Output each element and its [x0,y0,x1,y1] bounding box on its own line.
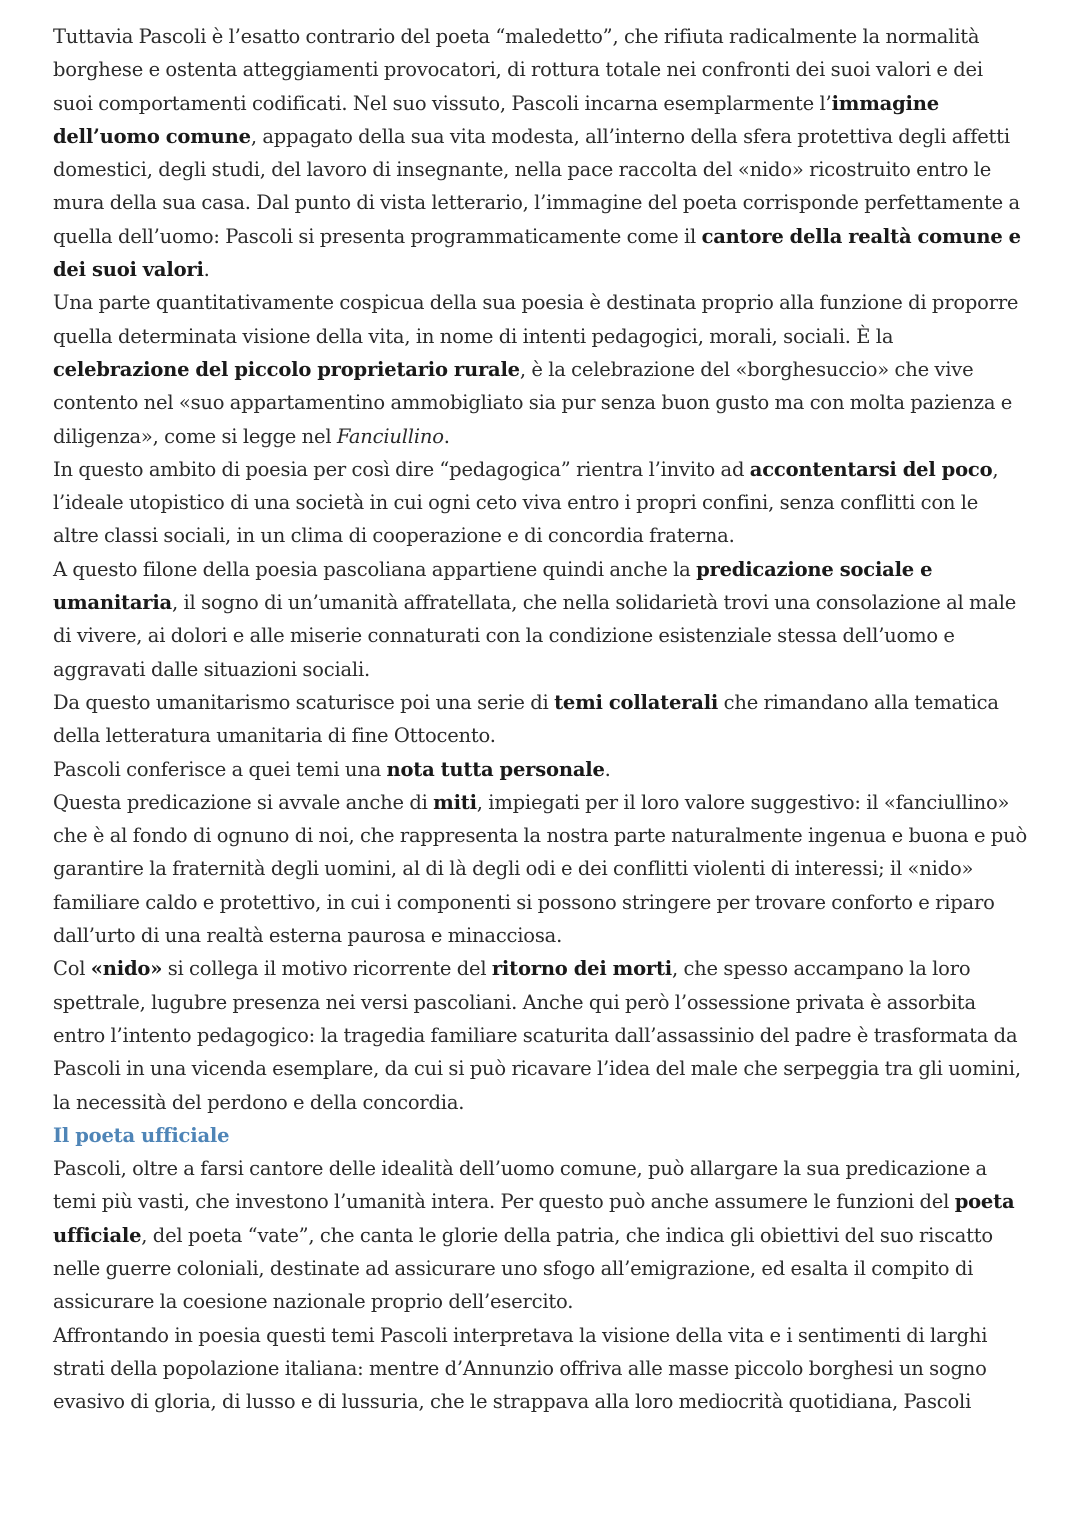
text-run: , impiegati per il loro valore suggestivo: il «fanciullino» che è al fondo di ognuno di noi, che rappresenta la nostra parte naturalmente ingenua e buona e può garantire la fraternità degli uomini, al di là degli odi e dei conflitti violenti di interessi; il «nido» familiare caldo e protettivo, in cui i componenti si possono stringere per trovare conforto e riparo dall’urto di una realtà esterna paurosa e minacciosa. [53,790,1027,948]
bold-text: «nido» [90,957,163,981]
text-run: Da questo umanitarismo scaturisce poi una serie di [53,690,555,714]
bold-text: accontentarsi del poco [749,457,993,481]
text-run: . [203,258,210,282]
paragraph [53,453,1028,553]
text-run: , del poeta “vate”, che canta le glorie della patria, che indica gli obiettivi del suo riscatto nelle guerre coloniali, destinate ad assicurare uno sfogo all’emigrazione, ed esalta il compito di assicurare la coesione nazionale proprio dell’esercito. [53,1223,993,1314]
text-run: In questo ambito di poesia per così dire “pedagogica” rientra l’invito ad [53,457,750,481]
text-run: Col [53,957,91,981]
paragraph [53,553,1028,686]
bold-text: celebrazione del piccolo proprietario rurale [53,357,520,381]
text-run: Pascoli, oltre a farsi cantore delle idealità dell’uomo comune, può allargare la sua predicazione a temi più vasti, che investono l’umanità intera. Per questo può anche assumere le funzioni del [53,1157,987,1214]
paragraph [53,20,1028,286]
text-run: , il sogno di un’umanità affratellata, che nella solidarietà trovi una consolazione al male di vivere, ai dolori e alle miserie connaturati con la condizione esistenziale stessa dell’uomo e aggravati dalle situazioni sociali. [53,591,1017,681]
text-run: si collega il motivo ricorrente del [162,957,492,981]
text-run: Questa predicazione si avvale anche di [53,790,434,814]
text-run: , l’ideale utopistico di una società in cui ogni ceto viva entro i propri confini, senza conflitti con le altre classi sociali, in un clima di cooperazione e di concordia fraterna. [53,457,999,548]
text-run: che rimandano alla tematica della letteratura umanitaria di fine Ottocento. [53,690,999,748]
text-run: . [604,757,611,781]
paragraph [53,1152,1028,1318]
bold-text: predicazione sociale e umanitaria [53,557,933,615]
text-run: . [443,424,450,448]
bold-text: ritorno dei morti [491,957,672,981]
bold-text: nota tutta personale [386,757,605,781]
bold-text: miti [433,790,477,814]
paragraph [53,753,1028,786]
bold-text: immagine dell’uomo comune [53,91,939,148]
text-run: Affrontando in poesia questi temi Pascoli interpretava la visione della vita e i sentimenti di larghi strati della popolazione italiana: mentre d’Annunzio offriva alle masse piccolo borghesi un sogno evasivo di gloria, di lusso e di lussuria, che le strappava alla loro mediocrità quotidiana, Pascoli [53,1323,988,1414]
text-run: , che spesso accampano la loro spettrale, lugubre presenza nei versi pascoliani. Anche qui però l’ossessione privata è assorbita entro l’intento pedagogico: la tragedia familiare scaturita dall’assassinio del padre è trasformata da Pascoli in una vicenda esemplare, da cui si può ricavare l’idea del male che serpeggia tra gli uomini, la necessità del perdono e della concordia. [53,957,1021,1114]
section-heading: Il poeta ufficiale [53,1123,230,1147]
text-run: Pascoli conferisce a quei temi una [53,757,387,781]
text-run: A questo filone della poesia pascoliana appartiene quindi anche la [53,557,697,581]
paragraph [53,686,1028,753]
paragraph [53,286,1028,452]
text-run: , è la celebrazione del «borghesuccio» che vive contento nel «suo appartamentino ammobigliato sia pur senza buon gusto ma con molta pazienza e diligenza», come si legge nel [53,357,1013,448]
italic-text: Fanciullino [336,424,444,448]
text-run: Tuttavia Pascoli è l’esatto contrario del poeta “maledetto”, che rifiuta radicalmente la normalità borghese e ostenta atteggiamenti provocatori, di rottura totale nei confronti dei suoi valori e dei suoi comportamenti codificati. Nel suo vissuto, Pascoli incarna esemplarmente l’ [53,25,983,115]
bold-text: cantore della realtà comune e dei suoi valori [53,224,1021,282]
text-run: , appagato della sua vita modesta, all’interno della sfera protettiva degli affetti domestici, degli studi, del lavoro di insegnante, nella pace raccolta del «nido» ricostruito entro le mura della sua casa. Dal punto di vista letterario, l’immagine del poeta corrisponde perfettamente a quella dell’uomo: Pascoli si presenta programmaticamente come il [53,124,1020,248]
text-run: Una parte quantitativamente cospicua della sua poesia è destinata proprio alla funzione di proporre quella determinata visione della vita, in nome di intenti pedagogici, morali, sociali. È la [53,291,1019,348]
section-body [53,1152,1028,1418]
bold-text: poeta ufficiale [53,1190,1015,1247]
paragraph [53,1319,1028,1419]
bold-text: temi collaterali [554,690,719,714]
paragraph [53,786,1028,952]
paragraph [53,952,1028,1118]
document-body [53,20,1028,1119]
